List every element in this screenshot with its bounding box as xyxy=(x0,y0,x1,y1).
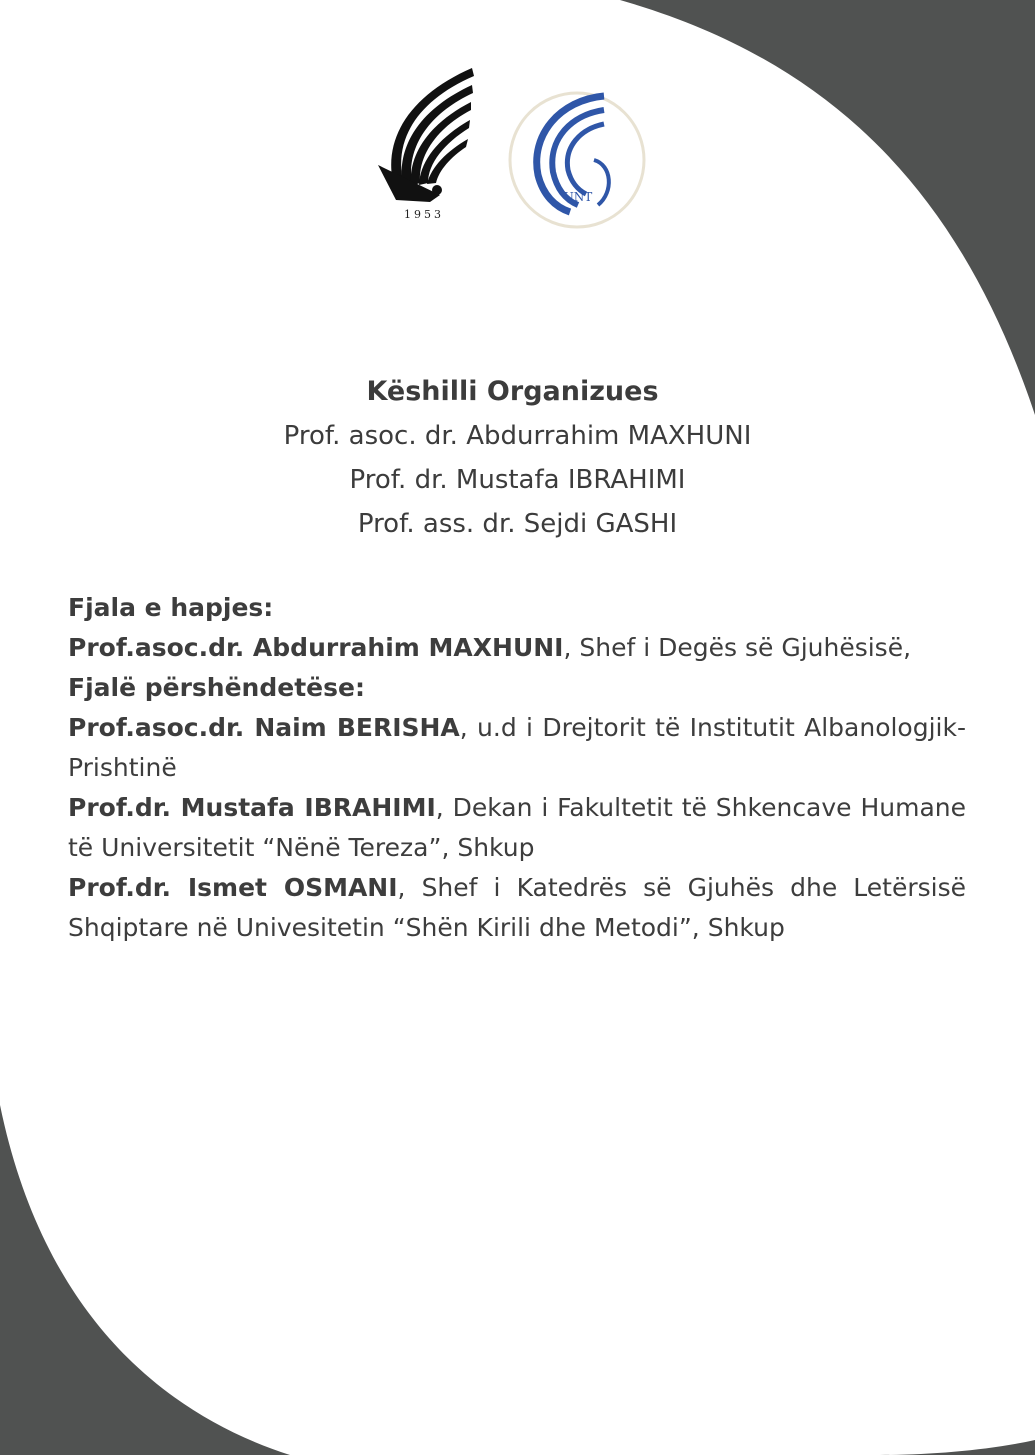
council-member: Prof. asoc. dr. Abdurrahim MAXHUNI xyxy=(283,421,752,451)
bottom-left-dark-swoosh xyxy=(0,1105,290,1455)
program-section xyxy=(68,588,966,948)
opening-speaker xyxy=(68,628,966,668)
logo-year: 1953 xyxy=(404,208,444,221)
council-member: Prof. ass. dr. Sejdi GASHI xyxy=(357,509,678,539)
speaker-role: , u.d i Drejtorit të Institutit Albanologjik-Prishtinë xyxy=(68,713,966,782)
unt-university-logo xyxy=(510,93,644,227)
greeting-speaker xyxy=(68,708,966,788)
speaker-role: , Shef i Katedrës së Gjuhës dhe Letërsisë Shqiptare në Univesitetin “Shën Kirili dhe Metodi”, Shkup xyxy=(68,873,967,942)
speaker-role: , Dekan i Fakultetit të Shkencave Humane të Universitetit “Nënë Tereza”, Shkup xyxy=(68,793,966,862)
speaker-name: Prof.dr. Ismet OSMANI xyxy=(68,873,398,902)
speaker-name: Prof.dr. Mustafa IBRAHIMI xyxy=(68,793,436,822)
speaker-name: Prof.asoc.dr. Abdurrahim MAXHUNI xyxy=(68,633,564,662)
opening-heading: Fjala e hapjes: xyxy=(68,593,274,622)
header-logos xyxy=(0,0,1035,240)
greeting-speaker xyxy=(68,788,966,868)
organizing-council xyxy=(0,370,1035,546)
greetings-heading: Fjalë përshëndetëse: xyxy=(68,673,365,702)
speaker-role: , Shef i Degës së Gjuhësisë, xyxy=(563,633,912,662)
bottom-right-dark-corner xyxy=(880,1440,1035,1455)
council-member: Prof. dr. Mustafa IBRAHIMI xyxy=(349,465,686,495)
university-1953-logo xyxy=(378,68,474,221)
council-title: Këshilli Organizues xyxy=(366,376,659,407)
speaker-name: Prof.asoc.dr. Naim BERISHA xyxy=(68,713,460,742)
logo-unt-text: UNT xyxy=(563,190,593,204)
greeting-speaker xyxy=(68,868,966,948)
